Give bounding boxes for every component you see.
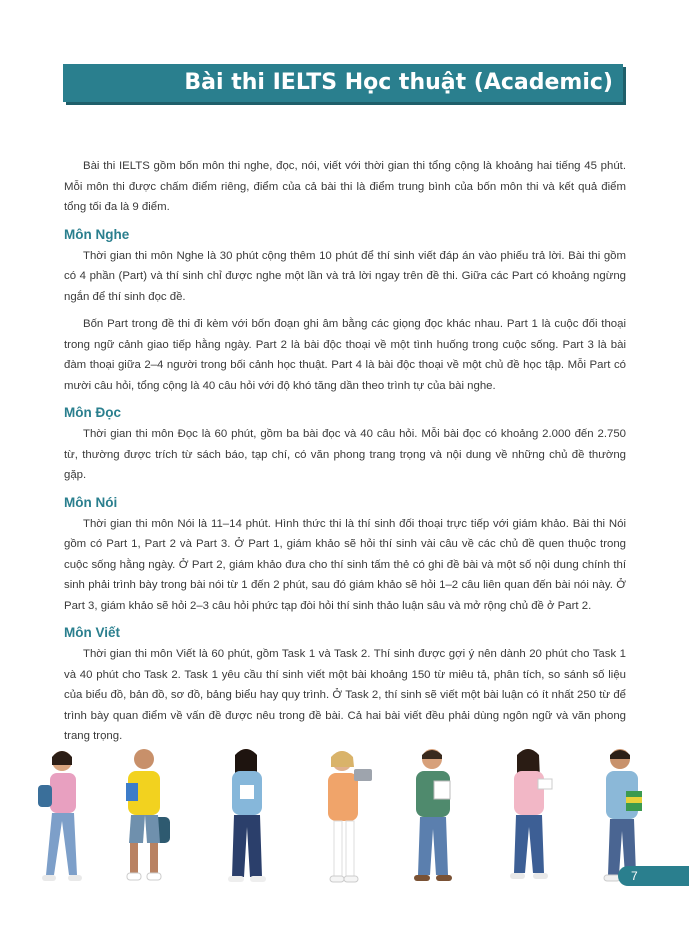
student-figure [414,749,452,881]
reading-paragraph: Thời gian thi môn Đọc là 60 phút, gồm ba bài đọc và 40 câu hỏi. Mỗi bài đọc có khoảng 2.000 đến 2.750 từ, thường được trích từ sách báo, tạp chí, có văn phong trang trọng và nội dung về những chủ đề thường gặp. [64,428,626,481]
page-title: Bài thi IELTS Học thuật (Academic) [63,64,623,102]
listening-paragraph-1: Thời gian thi môn Nghe là 30 phút cộng thêm 10 phút để thí sinh viết đáp án vào phiếu trả lời. Bài thi gồm có 4 phần (Part) và thí sinh chỉ được nghe một lần và trả lời ngay trên đề thi. Giữa các Part có khoảng ngừng ngắn để thí sinh đọc đề. [64,249,626,303]
student-figure [228,749,266,882]
student-figure [38,751,82,881]
speaking-paragraph: Thời gian thi môn Nói là 11–14 phút. Hình thức thi là thí sinh đối thoại trực tiếp với giám khảo. Bài thi Nói gồm có Part 1, Part 2 và Part 3. Ở Part 1, giám khảo sẽ hỏi thí sinh vài câu về các chủ đề quen thuộc trong cuộc sống hằng ngày. Ở Part 2, giám khảo đưa cho thí sinh tấm thẻ có ghi đề bài và một số nội dung chính thí sinh phải trình bày trong bài nói từ 1 đến 2 phút, sau đó giám khảo sẽ hỏi 1–2 câu liên quan đến bài nói này. Ở Part 3, giám khảo sẽ hỏi 2–3 câu hỏi phức tạp đòi hỏi thí sinh thảo luận sâu và mở rộng chủ đề ở Part 2. [64,517,626,612]
page-number: 7 [618,866,689,886]
section-heading-listening: Môn Nghe [64,226,130,242]
writing-paragraph: Thời gian thi môn Viết là 60 phút, gồm Task 1 và Task 2. Thí sinh được gợi ý nên dành 20 phút cho Task 1 và 40 phút cho Task 2. Task 1 yêu cầu thí sinh viết một bài khoảng 150 từ miêu tả, phân tích, so sánh số liệu của biểu đồ, bản đồ, sơ đồ, bảng biểu hay quy trình. Ở Task 2, thí sinh sẽ viết một bài luận có ít nhất 250 từ để trình bày quan điểm về vấn đề được nêu trong đề bài. Cả hai bài viết đều phải dùng ngôn ngữ và văn phong trang trọng. [64,648,626,742]
intro-paragraph: Bài thi IELTS gồm bốn môn thi nghe, đọc, nói, viết với thời gian thi tổng cộng là khoảng hai tiếng 45 phút. Mỗi môn thi được chấm điểm riêng, điểm của cả bài thi là điểm trung bình của bốn môn thi và kết quả điểm tổng tối đa là 9 điểm. [64,160,626,213]
listening-paragraph-2: Bốn Part trong đề thi đi kèm với bốn đoạn ghi âm bằng các giọng đọc khác nhau. Part 1 là cuộc đối thoại trong ngữ cảnh giao tiếp hằng ngày. Part 2 là bài độc thoại về một tình huống trong cuộc sống. Part 3 là bài đàm thoại giữa 2–4 người trong bối cảnh học thuật. Part 4 là bài độc thoại về một chủ đề học tập. Mỗi Part có mười câu hỏi, tổng cộng là 40 câu hỏi với độ khó tăng dần theo trình tự của bài nghe. [64,318,626,392]
section-heading-writing: Môn Viết [64,625,121,640]
student-figure [510,749,552,879]
student-figure [126,749,170,880]
section-heading-reading: Môn Đọc [64,405,121,420]
student-figure [328,751,372,882]
student-figure [604,749,642,881]
students-illustration [14,745,674,890]
section-heading-speaking: Môn Nói [64,494,118,510]
article-body [64,156,626,754]
